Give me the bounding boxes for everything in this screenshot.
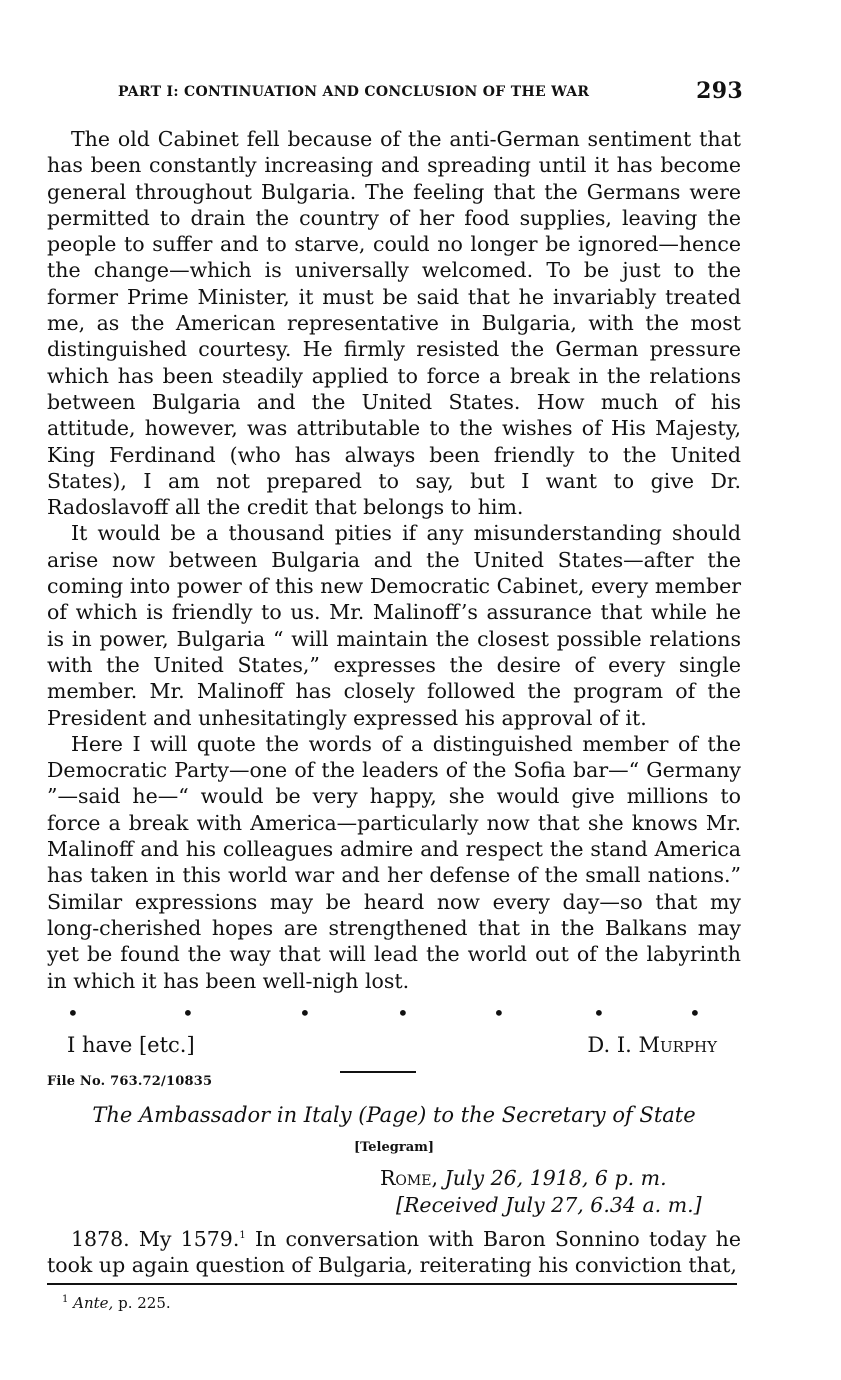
ellipsis-dot: • [182,1001,194,1025]
page-number: 293 [696,78,743,104]
letter-closing [67,1030,717,1060]
telegram-paragraph [47,1223,741,1278]
file-number: File No. 763.72/10835 [47,1074,213,1089]
dateline [380,1165,710,1219]
salutation: I have [etc.] [67,1033,195,1057]
ellipsis-dot: • [67,1001,79,1025]
dateline-sent [380,1165,710,1192]
paragraph-2: It would be a thousand pities if any misunderstanding should arise now between Bulgaria and the United States—after the coming into power of this new Democratic Cabinet, every member of which is friendly to us. Mr. Malinoff’s assurance that while he is in power, Bulgaria “ will maintain the closest possible relations with the United States,” expresses the desire of every single member. Mr. Malinoff has closely followed the program of the President and unhesitatingly expressed his approval of it. [47,521,741,730]
dateline-date: July 26, 1918, 6 p. m. [444,1166,667,1190]
document-title: The Ambassador in Italy (Page) to the Secretary of State [92,1103,696,1127]
footnote [62,1294,171,1312]
document-type: [Telegram] [353,1140,435,1155]
ellipsis-dots [47,1003,741,1023]
footnote-ref: 1 [239,1230,246,1241]
ellipsis-dot: • [593,1001,605,1025]
paragraph-3: Here I will quote the words of a distinguished member of the Democratic Party—one of the leaders of the Sofia bar—“ Germany ”—said he—“ would be very happy, she would give millions to force a break with America—particularly now that she knows Mr. Malinoff and his colleagues admire and respect the stand America has taken in this world war and her defense of the small nations.” Similar expressions may be heard now every day—so that my long-cherished hopes are strengthened that in the Balkans may yet be found the way that will lead the world out of the labyrinth in which it has been well-nigh lost. [47,731,741,993]
footnote-text: p. 225. [113,1294,171,1312]
ellipsis-dot: • [299,1001,311,1025]
footnote-rule [47,1283,737,1285]
ellipsis-dot: • [689,1001,701,1025]
telegram-body [47,1223,741,1278]
telegram-lead: 1878. My 1579. [71,1226,240,1251]
dateline-place: Rome, [380,1166,438,1190]
footnote-italic: Ante, [73,1294,114,1312]
footnote-marker: 1 [62,1294,69,1305]
paragraph-1: The old Cabinet fell because of the anti-German sentiment that has been constantly increasing and spreading until it has become general throughout Bulgaria. The feeling that the Germans were permitted to drain the country of her food supplies, leaving the people to suffer and to starve, could no longer be ignored—hence the change—which is universally welcomed. To be just to the former Prime Minister, it must be said that he invariably treated me, as the American representative in Bulgaria, with the most distinguished courtesy. He firmly resisted the German pressure which has been steadily applied to force a break in the relations between Bulgaria and the United States. How much of his attitude, however, was attributable to the wishes of His Majesty, King Ferdinand (who has always been friendly to the United States), I am not prepared to say, but I want to give Dr. Radoslavoff all the credit that belongs to him. [47,127,741,520]
letter-body [47,126,741,994]
section-divider [340,1071,416,1073]
dateline-received: [Received July 27, 6.34 a. m.] [396,1193,702,1217]
ellipsis-dot: • [397,1001,409,1025]
telegram-text: In conversation with Baron Sonnino today he took up again question of Bulgaria, reiterating his conviction that, [47,1226,741,1278]
signature: D. I. Murphy [587,1033,717,1057]
ellipsis-dot: • [493,1001,505,1025]
running-head-title: PART I: CONTINUATION AND CONCLUSION OF THE WAR [118,84,590,100]
